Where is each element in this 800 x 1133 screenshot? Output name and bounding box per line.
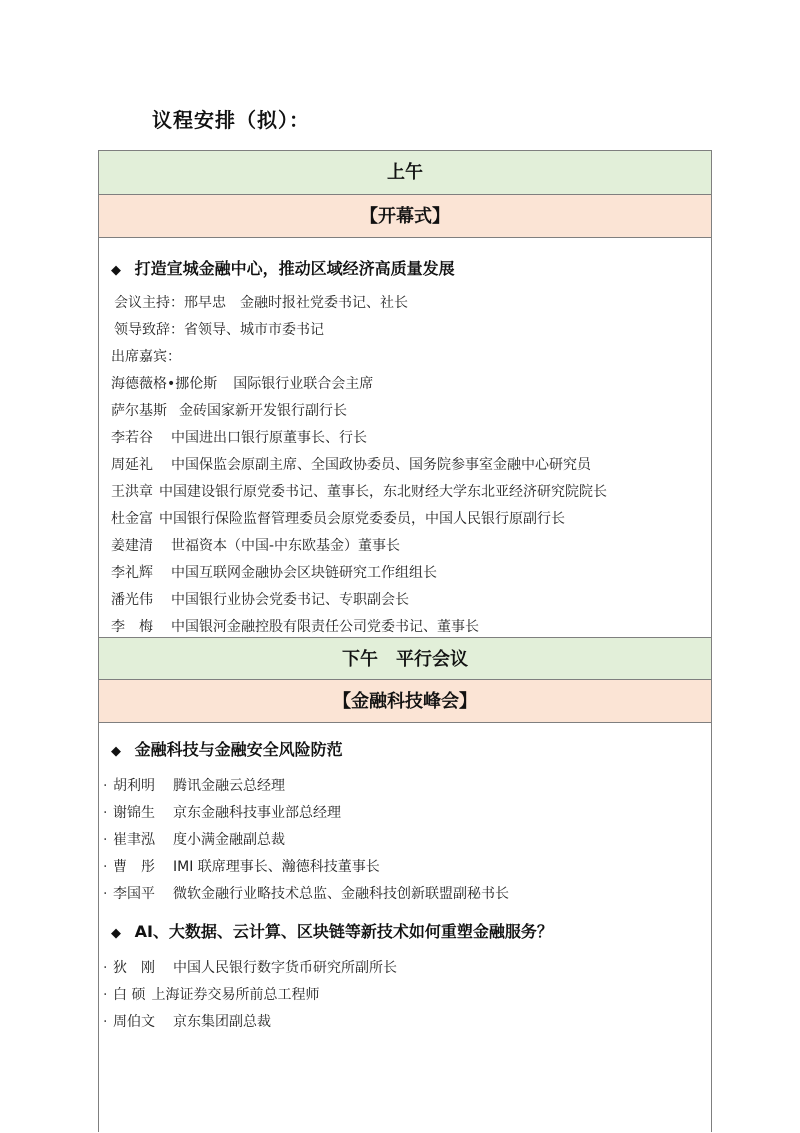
morning-band: 上午 [99,151,711,195]
speech-line: 领导致辞：省领导、城市市委书记 [114,322,324,338]
diamond-icon: ◆ [111,263,121,278]
speaker-name: 谢锦生 [113,805,155,821]
page-title: 议程安排（拟）： [152,108,310,132]
speaker-name: 周伯文 [113,1014,155,1030]
speaker-role: 度小满金融副总裁 [173,832,285,848]
afternoon-topic [111,919,553,942]
speaker-role: 中国人民银行数字货币研究所副所长 [173,960,397,976]
guest-role: 世福资本（中国-中东欧基金）董事长 [171,538,401,554]
diamond-icon: ◆ [111,744,121,759]
guest-item [111,616,479,636]
speaker-role: 京东金融科技事业部总经理 [173,805,341,821]
bullet-icon: · [103,832,108,848]
speaker-name: 李国平 [113,886,155,902]
speaker-name: 曹 彤 [113,859,155,875]
bullet-icon: · [103,960,108,976]
guest-role: 中国保监会原副主席、全国政协委员、国务院参事室金融中心研究员 [171,457,591,473]
guest-name: 杜金富 [111,511,153,527]
guests-heading: 出席嘉宾： [111,349,181,365]
guest-name: 李礼辉 [111,565,153,581]
speaker-name: 胡利明 [113,778,155,794]
guest-name: 萨尔基斯 [111,403,167,419]
fintech-summit-band: 【金融科技峰会】 [99,680,711,723]
guest-name: 潘光伟 [111,592,153,608]
speaker-item [103,1011,271,1031]
guest-item [111,481,607,501]
guest-name: 李 梅 [111,619,153,635]
afternoon-section [99,723,711,1133]
guest-name: 姜建清 [111,538,153,554]
speaker-name: 狄 刚 [113,960,155,976]
morning-topic-title: 打造宣城金融中心，推动区域经济高质量发展 [134,259,455,278]
speaker-role: IMI 联席理事长、瀚德科技董事长 [173,859,380,875]
guest-item [111,589,409,609]
speaker-role: 上海证券交易所前总工程师 [151,987,320,1003]
guest-item [111,562,437,582]
speaker-name: 白 硕 [113,987,146,1003]
speaker-role: 微软金融行业略技术总监、金融科技创新联盟副秘书长 [173,886,509,902]
afternoon-topic-title: 金融科技与金融安全风险防范 [134,740,343,759]
guest-role: 国际银行业联合会主席 [233,376,374,392]
morning-section [99,238,711,637]
opening-ceremony-band: 【开幕式】 [99,195,711,238]
bullet-icon: · [103,778,108,794]
bullet-icon: · [103,886,108,902]
guest-item [111,427,367,447]
speaker-item [103,829,285,849]
guest-role: 中国银行保险监督管理委员会原党委委员，中国人民银行原副行长 [159,511,565,527]
afternoon-band: 下午 平行会议 [99,637,711,680]
diamond-icon: ◆ [111,926,121,941]
guest-name: 李若谷 [111,430,153,446]
speaker-item [103,883,509,903]
guest-item [111,454,591,474]
bullet-icon: · [103,987,108,1003]
guest-role: 中国进出口银行原董事长、行长 [171,430,367,446]
speaker-item [103,775,285,795]
speaker-item [103,856,380,876]
guest-item [111,400,347,420]
guest-item [111,535,400,555]
speaker-item [103,957,397,977]
guest-role: 中国银行业协会党委书记、专职副会长 [171,592,409,608]
morning-topic [111,256,455,279]
bullet-icon: · [103,859,108,875]
agenda-table [98,150,712,1132]
guest-role: 中国互联网金融协会区块链研究工作组组长 [171,565,437,581]
speaker-name: 崔聿泓 [113,832,155,848]
speaker-role: 京东集团副总裁 [173,1014,271,1030]
guest-name: 周延礼 [111,457,153,473]
speaker-role: 腾讯金融云总经理 [173,778,285,794]
guest-item [111,508,565,528]
guest-role: 中国银河金融控股有限责任公司党委书记、董事长 [171,619,479,635]
speaker-item [103,802,341,822]
guest-name: 王洪章 [111,484,153,500]
host-line: 会议主持：邢早忠 金融时报社党委书记、社长 [114,295,408,311]
guest-name: 海德薇格•挪伦斯 [111,376,218,392]
bullet-icon: · [103,1014,108,1030]
guest-role: 中国建设银行原党委书记、董事长，东北财经大学东北亚经济研究院院长 [159,484,607,500]
afternoon-topic-title: AI、大数据、云计算、区块链等新技术如何重塑金融服务？ [134,922,553,941]
speaker-item [103,984,319,1004]
bullet-icon: · [103,805,108,821]
guest-item [111,373,373,393]
guest-role: 金砖国家新开发银行副行长 [179,403,347,419]
afternoon-topic [111,737,343,760]
